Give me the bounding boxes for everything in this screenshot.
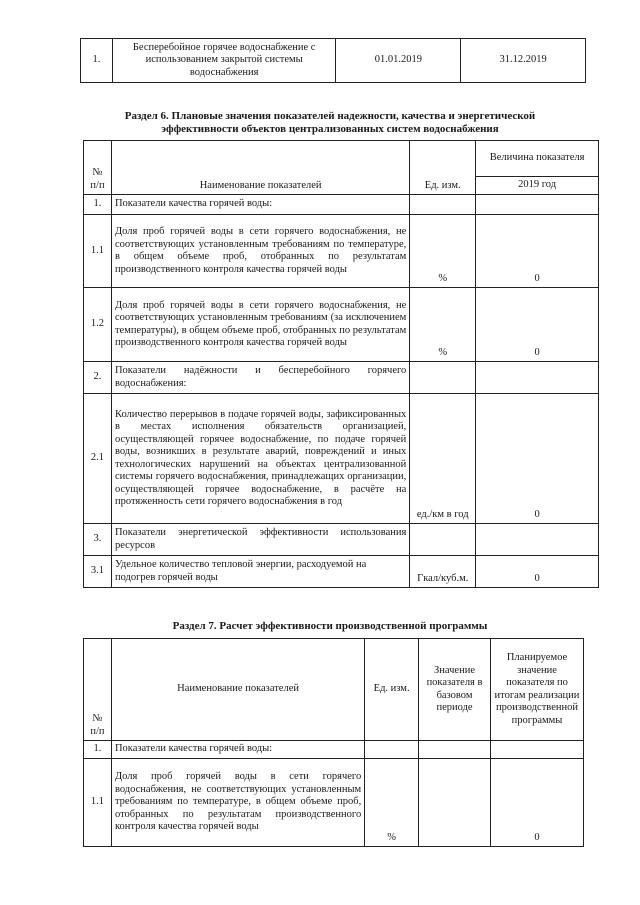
header-base: Значение показателя в базовом периоде xyxy=(419,639,491,741)
value-cell xyxy=(476,524,599,556)
measure-name: Бесперебойное горячее водоснабжение с использованием закрытой системы водоснабжения xyxy=(112,39,336,83)
value-cell xyxy=(476,362,599,394)
unit-cell xyxy=(365,741,419,759)
value-cell: 0 xyxy=(476,556,599,588)
row-number: 2. xyxy=(84,362,112,394)
indicator-name: Удельное количество тепловой энергии, расходуемой на подогрев горячей воды xyxy=(111,556,409,588)
indicator-name: Показатели надёжности и бесперебойного горячего водоснабжения: xyxy=(111,362,409,394)
header-value: Величина показателя xyxy=(476,141,599,177)
value-cell: 0 xyxy=(476,394,599,524)
row-number: 3.1 xyxy=(84,556,112,588)
section6-title xyxy=(60,110,600,136)
indicator-name: Доля проб горячей воды в сети горячего водоснабжения, не соответствующих установленным требованиям (за исключением температуры), в общем объеме проб, отобранных по результатам производственного контроля качества горячей воды xyxy=(111,288,409,362)
indicator-name: Показатели качества горячей воды: xyxy=(111,195,409,215)
section7-title: Раздел 7. Расчет эффективности производственной программы xyxy=(172,620,488,632)
table-row xyxy=(84,362,599,394)
header-planned: Планируемое значение показателя по итогам реализации производственной программы xyxy=(490,639,583,741)
header-year: 2019 год xyxy=(476,177,599,195)
header-name: Наименование показателей xyxy=(111,639,364,741)
table-row xyxy=(84,215,599,288)
table-row xyxy=(84,741,584,759)
indicator-name: Доля проб горячей воды в сети горячего водоснабжения, не соответствующих установленным требованиям по температуре, в общем объеме проб, отобранных по результатам производственного контроля качества горячей воды xyxy=(111,215,409,288)
header-unit: Ед. изм. xyxy=(410,141,476,195)
section7-table xyxy=(83,638,584,847)
header-row xyxy=(84,141,599,177)
header-unit: Ед. изм. xyxy=(365,639,419,741)
row-number: 1.1 xyxy=(84,215,112,288)
unit-cell: % xyxy=(365,759,419,847)
header-row xyxy=(84,639,584,741)
top-table xyxy=(80,38,586,83)
row-number: 2.1 xyxy=(84,394,112,524)
end-date: 31.12.2019 xyxy=(461,39,586,83)
value-cell: 0 xyxy=(476,288,599,362)
table-row xyxy=(81,39,586,83)
table-row xyxy=(84,195,599,215)
header-num: № п/п xyxy=(84,639,112,741)
base-cell xyxy=(419,741,491,759)
unit-cell: % xyxy=(410,288,476,362)
table-row xyxy=(84,759,584,847)
row-number: 3. xyxy=(84,524,112,556)
table-row xyxy=(84,524,599,556)
unit-cell xyxy=(410,195,476,215)
base-cell xyxy=(419,759,491,847)
section6-title-line1: Раздел 6. Плановые значения показателей надежности, качества и энергетической xyxy=(124,110,536,122)
row-number: 1. xyxy=(84,741,112,759)
section6-table xyxy=(83,140,599,588)
row-number: 1.1 xyxy=(84,759,112,847)
indicator-name: Показатели энергетической эффективности использования ресурсов xyxy=(111,524,409,556)
section6-title-line2: эффективности объектов централизованных систем водоснабжения xyxy=(161,123,499,135)
value-cell xyxy=(476,195,599,215)
table-row xyxy=(84,288,599,362)
indicator-name: Показатели качества горячей воды: xyxy=(111,741,364,759)
planned-cell xyxy=(490,741,583,759)
value-cell: 0 xyxy=(476,215,599,288)
unit-cell xyxy=(410,524,476,556)
row-number: 1. xyxy=(81,39,113,83)
table-row xyxy=(84,556,599,588)
unit-cell: % xyxy=(410,215,476,288)
table-row xyxy=(84,394,599,524)
planned-cell: 0 xyxy=(490,759,583,847)
row-number: 1. xyxy=(84,195,112,215)
unit-cell xyxy=(410,362,476,394)
indicator-name: Количество перерывов в подаче горячей воды, зафиксированных в местах исполнения обязательств организацией, осуществляющей горячее водоснабжение, по подаче горячей воды, возникших в результате аварий, повреждений и иных технологических нарушений на объектах централизованной системы горячего водоснабжения, принадлежащих организации, осуществляющей горячее водоснабжение, в расчёте на протяженность сети горячего водоснабжения в год xyxy=(111,394,409,524)
header-num: № п/п xyxy=(84,141,112,195)
header-name: Наименование показателей xyxy=(111,141,409,195)
row-number: 1.2 xyxy=(84,288,112,362)
start-date: 01.01.2019 xyxy=(336,39,461,83)
unit-cell: ед./км в год xyxy=(410,394,476,524)
indicator-name: Доля проб горячей воды в сети горячего водоснабжения, не соответствующих установленным требованиям по температуре, в общем объеме проб, отобранных по результатам производственного контроля качества горячей воды xyxy=(111,759,364,847)
unit-cell: Гкал/куб.м. xyxy=(410,556,476,588)
